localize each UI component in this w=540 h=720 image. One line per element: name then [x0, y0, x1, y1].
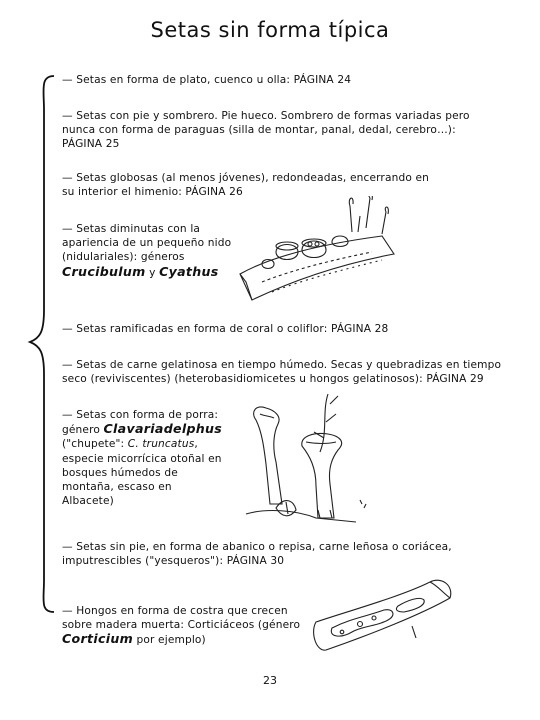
page-title: Setas sin forma típica — [150, 18, 390, 42]
entry-club: — Setas con forma de porra: género Clavariadelphus ("chupete": C. truncatus, especie micorrícica otoñal en bosques húmedos de montaña, escaso en Albacete) — [62, 409, 223, 508]
entry-bracket: — Setas sin pie, en forma de abanico o repisa, carne leñosa o coriácea, imputrescibles ("yesqueros"): PÁGINA 30 — [62, 541, 452, 568]
page-number: 23 — [263, 674, 277, 687]
curly-brace — [26, 70, 56, 618]
entry-birds-nest: — Setas diminutas con la apariencia de un pequeño nido (nidulariales): géneros Crucibulum y Cyathus — [62, 223, 232, 279]
entry-gelatinous: — Setas de carne gelatinosa en tiempo húmedo. Secas y quebradizas en tiempo seco (reviviscentes) (heterobasidiomicetes u hongos gelatinosos): PÁGINA 29 — [62, 359, 502, 386]
clavariadelphus-illustration — [236, 392, 396, 532]
entry-globose: — Setas globosas (al menos jóvenes), redondeadas, encerrando en su interior el himenio: PÁGINA 26 — [62, 172, 429, 199]
genus-clavariadelphus: Clavariadelphus — [103, 421, 223, 437]
entry-stalk-cap: — Setas con pie y sombrero. Pie hueco. Sombrero de formas variadas pero nunca con forma de paraguas (silla de montar, panal, dedal, cerebro…): PÁGINA 25 — [62, 110, 470, 151]
entry-crust: — Hongos en forma de costra que crecen sobre madera muerta: Corticiáceos (género Corticium por ejemplo) — [62, 605, 301, 647]
birds-nest-fungi-illustration — [232, 196, 402, 314]
genus-crucibulum: Crucibulum — [62, 263, 146, 279]
genus-cyathus: Cyathus — [159, 263, 219, 279]
genus-corticium: Corticium — [62, 631, 134, 647]
entry-coral: — Setas ramificadas en forma de coral o coliflor: PÁGINA 28 — [62, 323, 389, 335]
entry-plate-cup: — Setas en forma de plato, cuenco u olla: PÁGINA 24 — [62, 74, 352, 86]
corticium-illustration — [312, 566, 462, 676]
